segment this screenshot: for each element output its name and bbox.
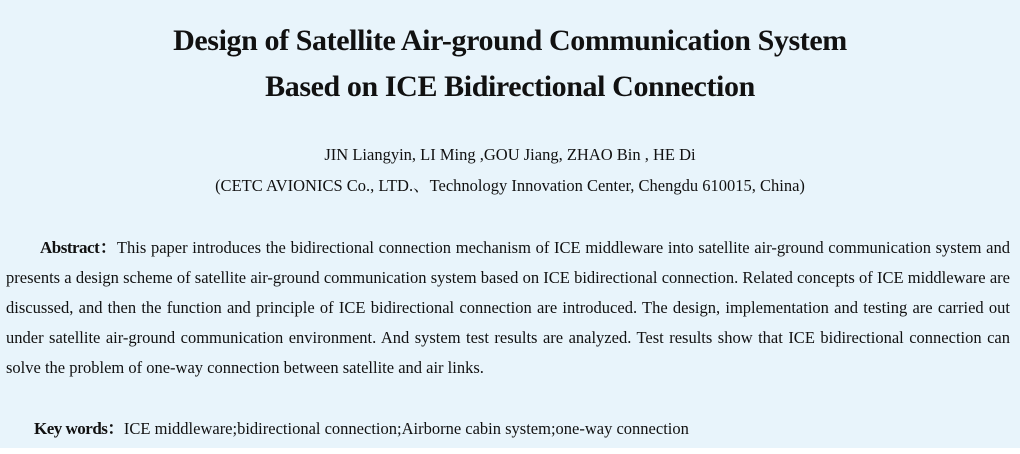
abstract-label: Abstract： <box>40 238 117 257</box>
abstract-paragraph <box>6 233 1010 383</box>
keywords-line <box>34 419 1014 439</box>
title-line-1: Design of Satellite Air-ground Communication System <box>173 24 847 57</box>
paper-title <box>0 18 1020 110</box>
author-list: JIN Liangyin, LI Ming ,GOU Jiang, ZHAO Bin , HE Di <box>324 145 696 164</box>
title-line-2: Based on ICE Bidirectional Connection <box>265 70 755 103</box>
keywords-text: ICE middleware;bidirectional connection;Airborne cabin system;one-way connection <box>123 419 689 438</box>
keywords-label: Key words： <box>34 419 124 438</box>
abstract-text: This paper introduces the bidirectional connection mechanism of ICE middleware into satellite air-ground communication system and presents a design scheme of satellite air-ground communication system based on ICE bidirectional connection. Related concepts of ICE middleware are discussed, and then the function and principle of ICE bidirectional connection are introduced. The design, implementation and testing are carried out under satellite air-ground communication environment. And system test results are analyzed. Test results show that ICE bidirectional connection can solve the problem of one-way connection between satellite and air links. <box>6 238 1010 377</box>
affiliation: (CETC AVIONICS Co., LTD.、Technology Innovation Center, Chengdu 610015, China) <box>215 176 805 195</box>
